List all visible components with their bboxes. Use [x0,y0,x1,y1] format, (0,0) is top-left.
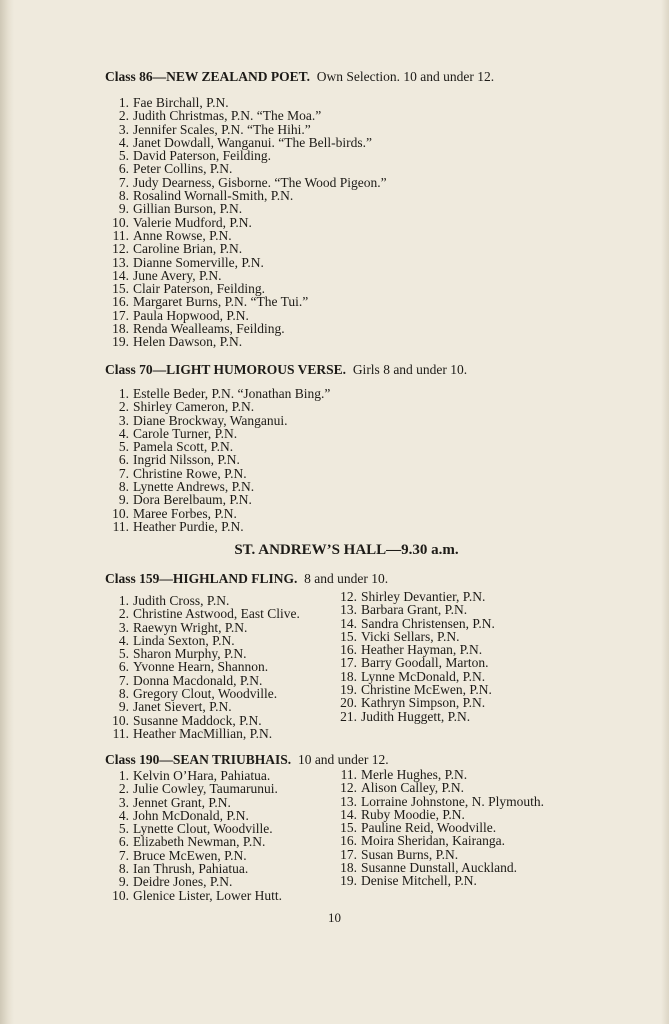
list-item [333,617,495,630]
class-159-right-column [333,590,495,723]
list-item [105,520,330,533]
entry-text: Helen Dawson, P.N. [133,334,243,350]
list-item [105,480,330,493]
entry-text: June Avery, P.N. [133,267,222,283]
entry-text: Bruce McEwen, P.N. [133,847,247,863]
list-item [105,647,300,660]
entry-number: 9. [118,492,129,508]
entry-number: 19. [112,334,129,350]
list-item [105,176,387,189]
entry-text: Ingrid Nilsson, P.N. [133,452,240,468]
list-item [333,834,544,847]
list-item [105,309,387,322]
class-190-description: 10 and under 12. [297,752,389,767]
list-item [333,590,495,603]
list-item [333,670,495,683]
entry-number: 10. [112,505,129,521]
list-item [105,493,330,506]
page-number: 10 [328,910,341,925]
entry-text: Lynette Clout, Woodville. [133,821,273,837]
entry-number: 8. [118,686,129,702]
entry-text: Heather MacMillian, P.N. [133,725,273,741]
entry-text: Fae Birchall, P.N. [133,95,229,110]
list-item [333,821,544,834]
entry-text: Glenice Lister, Lower Hutt. [133,887,283,903]
entry-number: 8. [118,479,129,495]
entry-text: Gregory Clout, Woodville. [133,686,278,702]
entry-number: 2. [118,108,129,124]
class-70-description: Girls 8 and under 10. [352,362,468,377]
list-item [333,656,495,669]
entry-number: 12. [340,589,357,604]
entry-text: Susanne Maddock, P.N. [133,712,262,728]
list-item [333,696,495,709]
class-190-heading [105,752,389,768]
entry-number: 10. [112,712,129,728]
class-70-entries [105,387,330,533]
entry-text: Elizabeth Newman, P.N. [133,834,266,850]
list-item [105,269,387,282]
list-item [105,507,330,520]
list-item [333,848,544,861]
list-item [105,242,387,255]
entry-number: 4. [118,425,129,441]
list-item [105,96,387,109]
entry-text: Julie Cowley, Taumarunui. [133,781,278,797]
entry-text: Susan Burns, P.N. [361,846,459,862]
list-item [105,295,387,308]
entry-number: 6. [118,161,129,177]
entry-text: Heather Hayman, P.N. [361,642,483,658]
entry-number: 2. [118,606,129,622]
entry-text: Denise Mitchell, P.N. [361,873,477,889]
entry-text: Anne Rowse, P.N. [133,227,232,243]
list-item [105,322,387,335]
entry-number: 9. [118,874,129,890]
entry-number: 16. [340,642,357,658]
list-item [105,387,330,400]
entry-number: 13. [112,254,129,270]
entry-number: 11. [112,518,129,534]
entry-number: 19. [340,682,357,698]
entry-text: Lynne McDonald, P.N. [361,668,486,684]
class-159-description: 8 and under 10. [304,571,389,586]
entry-number: 4. [118,632,129,648]
list-item [105,229,387,242]
list-item [105,607,300,620]
class-70-title: Class 70—LIGHT HUMOROUS VERSE. [105,362,347,377]
entry-text: Margaret Burns, P.N. “The Tui.” [133,294,309,310]
entry-number: 12. [340,780,357,796]
entry-number: 7. [118,847,129,863]
list-item [105,835,282,848]
entry-number: 18. [340,860,357,876]
entry-text: Sharon Murphy, P.N. [133,646,247,662]
entry-number: 1. [118,95,129,110]
entry-number: 21. [340,708,357,724]
list-item [105,875,282,888]
entry-number: 8. [118,861,129,877]
entry-number: 15. [340,628,357,644]
entry-number: 5. [118,646,129,662]
entry-number: 15. [112,281,129,297]
entry-text: Moira Sheridan, Kairanga. [361,833,505,849]
list-item [105,467,330,480]
entry-number: 7. [118,672,129,688]
list-item [105,414,330,427]
entry-text: Kelvin O’Hara, Pahiatua. [133,768,271,783]
entry-text: Kathryn Simpson, P.N. [361,695,486,711]
entry-number: 2. [118,399,129,415]
entry-number: 7. [118,174,129,190]
list-item [105,889,282,902]
list-item [105,123,387,136]
entry-text: Dora Berelbaum, P.N. [133,492,252,508]
entry-number: 3. [118,619,129,635]
entry-number: 5. [118,439,129,455]
entry-text: Sandra Christensen, P.N. [361,615,495,631]
entry-number: 17. [340,655,357,671]
list-item [333,768,544,781]
entry-number: 13. [340,793,357,809]
list-item [105,427,330,440]
entry-number: 16. [340,833,357,849]
entry-text: Susanne Dunstall, Auckland. [361,860,517,876]
class-159-heading [105,571,388,587]
entry-text: Lynette Andrews, P.N. [133,479,255,495]
list-item [105,634,300,647]
list-item [105,809,282,822]
entry-number: 6. [118,834,129,850]
entry-text: Vicki Sellars, P.N. [361,628,460,644]
list-item [105,849,282,862]
entry-text: Barry Goodall, Marton. [361,655,489,671]
class-86-entries [105,96,387,349]
entry-number: 15. [340,820,357,836]
entry-number: 5. [118,148,129,164]
entry-text: Christine McEwen, P.N. [361,682,492,698]
list-item [105,400,330,413]
entry-number: 6. [118,659,129,675]
list-item [333,795,544,808]
entry-text: Judy Dearness, Gisborne. “The Wood Pigeon.” [133,174,387,190]
entry-text: Maree Forbes, P.N. [133,505,237,521]
entry-number: 17. [340,846,357,862]
entry-text: Dianne Somerville, P.N. [133,254,264,270]
entry-number: 18. [340,668,357,684]
entry-text: Diane Brockway, Wanganui. [133,412,288,428]
entry-number: 17. [112,307,129,323]
entry-number: 4. [118,134,129,150]
entry-number: 19. [340,873,357,889]
entry-number: 14. [340,806,357,822]
list-item [333,874,544,887]
list-item [105,149,387,162]
entry-text: Ian Thrush, Pahiatua. [133,861,249,877]
list-item [105,796,282,809]
entry-number: 6. [118,452,129,468]
list-item [333,861,544,874]
list-item [333,683,495,696]
entry-text: Estelle Beder, P.N. “Jonathan Bing.” [133,386,331,401]
list-item [333,603,495,616]
entry-text: Caroline Brian, P.N. [133,241,243,257]
list-item [105,769,282,782]
list-item [105,714,300,727]
entry-text: Rosalind Wornall-Smith, P.N. [133,188,294,204]
entry-number: 12. [112,241,129,257]
entry-text: Clair Paterson, Feilding. [133,281,265,297]
entry-number: 7. [118,465,129,481]
entry-text: Gillian Burson, P.N. [133,201,243,217]
class-190-left-column [105,769,282,902]
entry-number: 3. [118,121,129,137]
list-item [105,660,300,673]
entry-number: 1. [118,386,129,401]
list-item [333,781,544,794]
entry-number: 11. [112,227,129,243]
class-190-right-column [333,768,544,888]
entry-text: Alison Calley, P.N. [361,780,465,796]
entry-text: Barbara Grant, P.N. [361,602,468,618]
entry-text: Yvonne Hearn, Shannon. [133,659,269,675]
entry-number: 9. [118,201,129,217]
entry-text: Merle Hughes, P.N. [361,767,468,782]
entry-number: 3. [118,794,129,810]
list-item [333,808,544,821]
entry-text: Ruby Moodie, P.N. [361,806,465,822]
list-item [333,643,495,656]
hall-name: ST. ANDREW’S HALL—9.30 a.m. [234,542,459,558]
entry-number: 10. [112,887,129,903]
class-86-title: Class 86—NEW ZEALAND POET. [105,69,311,84]
entry-text: Janet Sievert, P.N. [133,699,232,715]
list-item [105,109,387,122]
entry-text: Carole Turner, P.N. [133,425,238,441]
list-item [105,862,282,875]
entry-number: 11. [340,767,357,782]
entry-number: 1. [118,593,129,608]
entry-text: Donna Macdonald, P.N. [133,672,263,688]
entry-number: 13. [340,602,357,618]
entry-text: Judith Christmas, P.N. “The Moa.” [133,108,322,124]
entry-text: Valerie Mudford, P.N. [133,214,252,230]
list-item [105,687,300,700]
list-item [333,630,495,643]
entry-number: 14. [112,267,129,283]
entry-text: Pamela Scott, P.N. [133,439,234,455]
entry-text: Peter Collins, P.N. [133,161,233,177]
entry-number: 5. [118,821,129,837]
entry-number: 1. [118,768,129,783]
entry-text: Shirley Cameron, P.N. [133,399,255,415]
entry-number: 4. [118,807,129,823]
entry-number: 10. [112,214,129,230]
entry-text: Jennet Grant, P.N. [133,794,231,810]
list-item [105,136,387,149]
entry-text: Pauline Reid, Woodville. [361,820,497,836]
class-159-left-column [105,594,300,740]
entry-number: 11. [112,725,129,741]
entry-number: 9. [118,699,129,715]
entry-number: 14. [340,615,357,631]
entry-text: Christine Rowe, P.N. [133,465,247,481]
entry-text: Jennifer Scales, P.N. “The Hihi.” [133,121,311,137]
list-item [333,710,495,723]
list-item [105,335,387,348]
entry-number: 8. [118,188,129,204]
entry-text: Janet Dowdall, Wanganui. “The Bell-birds.” [133,134,372,150]
list-item [105,700,300,713]
entry-text: Shirley Devantier, P.N. [361,589,486,604]
entry-text: Lorraine Johnstone, N. Plymouth. [361,793,544,809]
entry-text: Renda Wealleams, Feilding. [133,321,285,337]
entry-number: 16. [112,294,129,310]
list-item [105,216,387,229]
entry-number: 3. [118,412,129,428]
list-item [105,256,387,269]
entry-text: Linda Sexton, P.N. [133,632,235,648]
list-item [105,674,300,687]
list-item [105,621,300,634]
class-190-title: Class 190—SEAN TRIUBHAIS. [105,752,292,767]
class-70-heading [105,362,467,378]
list-item [105,822,282,835]
entry-text: Raewyn Wright, P.N. [133,619,248,635]
entry-text: Judith Cross, P.N. [133,593,230,608]
entry-text: Judith Huggett, P.N. [361,708,471,724]
entry-text: John McDonald, P.N. [133,807,249,823]
entry-text: Deidre Jones, P.N. [133,874,233,890]
entry-number: 18. [112,321,129,337]
entry-number: 2. [118,781,129,797]
list-item [105,440,330,453]
list-item [105,189,387,202]
entry-text: Heather Purdie, P.N. [133,518,244,534]
list-item [105,162,387,175]
class-86-description: Own Selection. 10 and under 12. [316,69,495,84]
entry-text: Christine Astwood, East Clive. [133,606,300,622]
list-item [105,727,300,740]
list-item [105,594,300,607]
list-item [105,282,387,295]
list-item [105,202,387,215]
entry-number: 20. [340,695,357,711]
class-159-title: Class 159—HIGHLAND FLING. [105,571,298,586]
list-item [105,782,282,795]
class-86-heading [105,69,494,85]
list-item [105,453,330,466]
entry-text: David Paterson, Feilding. [133,148,271,164]
hall-heading [0,542,669,559]
entry-text: Paula Hopwood, P.N. [133,307,249,323]
